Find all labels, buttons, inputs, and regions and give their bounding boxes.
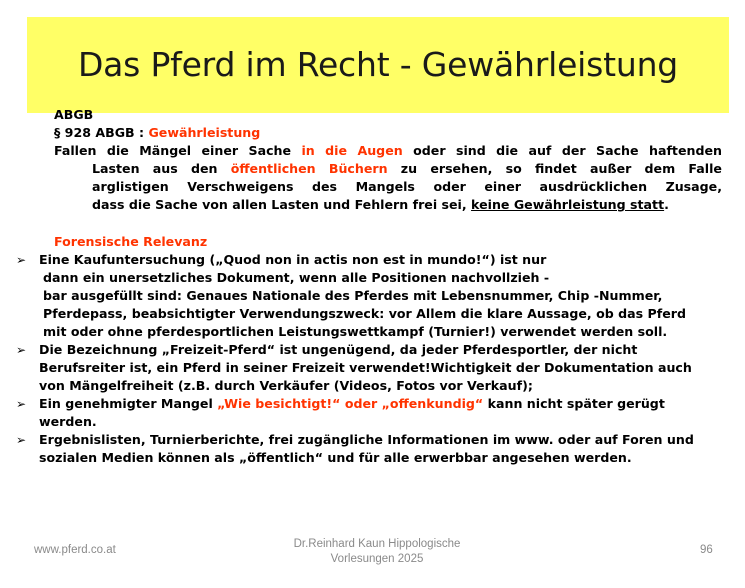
arrow-bullet-icon: ➢: [16, 253, 27, 267]
bullet-text: sozialen Medien können als „öffentlich“ und für alle erwerbbar angesehen werden.: [39, 450, 632, 465]
footer-author-line-2: Vorlesungen 2025: [330, 553, 424, 565]
list-item: [16, 395, 716, 431]
arrow-bullet-icon: ➢: [16, 397, 27, 411]
bullet-text-segment: Ein genehmigter Mangel: [39, 396, 218, 411]
abgb-text-line-4: [54, 196, 722, 214]
footer-author-line-1: Dr.Reinhard Kaun Hippologische: [293, 538, 461, 550]
arrow-bullet-icon: ➢: [16, 343, 27, 357]
abgb-text-segment: zu ersehen, so findet außer dem Falle: [387, 161, 722, 176]
list-item: [16, 431, 716, 467]
bullet-text: bar ausgefüllt sind: Genaues Nationale des Pferdes mit Lebensnummer, Chip -Nummer,: [43, 288, 663, 303]
bullet-text: Eine Kaufuntersuchung („Quod non in actis non est in mundo!“) ist nur: [39, 252, 547, 267]
title-banner: [27, 17, 729, 113]
bullet-text: Pferdepass, beabsichtigter Verwendungszweck: vor Allem die klare Aussage, ob das Pferd: [43, 306, 687, 321]
paragraph-title: Gewährleistung: [148, 125, 261, 140]
abgb-highlight-augen: in die Augen: [301, 143, 403, 158]
abgb-text-segment: Lasten aus den: [92, 161, 231, 176]
forensic-bullet-list: [16, 251, 716, 467]
page-number: 96: [700, 544, 713, 556]
slide-title: Das Pferd im Recht - Gewährleistung: [77, 45, 679, 84]
abgb-text-segment: oder sind die auf der Sache haftenden: [402, 143, 722, 158]
abgb-text-line-1: [54, 142, 722, 160]
footer-website: www.pferd.co.at: [34, 544, 116, 556]
footer-author: [260, 537, 494, 567]
abgb-text-line-3: arglistigen Verschweigens des Mangels oder einer ausdrücklichen Zusage,: [92, 179, 722, 194]
abgb-text-segment: dass die Sache von allen Lasten und Fehlern frei sei,: [92, 197, 472, 212]
abgb-text-segment: .: [664, 197, 669, 212]
bullet-text: dann ein unersetzliches Dokument, wenn alle Positionen nachvollzieh -: [43, 270, 550, 285]
bullet-text: mit oder ohne pferdesportlichen Leistungswettkampf (Turnier!) verwendet werden soll.: [43, 324, 668, 339]
abgb-highlight-buecher: öffentlichen Büchern: [230, 161, 388, 176]
forensic-heading: Forensische Relevanz: [54, 234, 208, 249]
list-item: [16, 341, 716, 395]
bullet-text-segment: kann nicht später gerügt: [483, 396, 665, 411]
bullet-text: von Mängelfreiheit (z.B. durch Verkäufer (Videos, Fotos vor Verkauf);: [39, 378, 533, 393]
arrow-bullet-icon: ➢: [16, 433, 27, 447]
bullet-highlight-quote: „Wie besichtigt!“ oder „offenkundig“: [217, 396, 484, 411]
bullet-text: werden.: [39, 414, 97, 429]
list-item: [16, 251, 716, 341]
bullet-text: [39, 395, 716, 413]
paragraph-heading: [54, 124, 722, 142]
bullet-text: Ergebnislisten, Turnierberichte, frei zugängliche Informationen im www. oder auf Foren und: [39, 432, 694, 447]
paragraph-prefix: § 928 ABGB :: [54, 125, 149, 140]
bullet-text: Berufsreiter ist, ein Pferd in seiner Freizeit verwendet!Wichtigkeit der Dokumentation auch: [39, 360, 692, 375]
bullet-text: Die Bezeichnung „Freizeit-Pferd“ ist ungenügend, da jeder Pferdesportler, der nicht: [39, 342, 638, 357]
abgb-text-line-2: [54, 160, 722, 178]
abgb-underlined-conclusion: keine Gewährleistung statt: [471, 197, 665, 212]
abgb-heading: ABGB: [54, 107, 94, 122]
abgb-text-segment: Fallen die Mängel einer Sache: [54, 143, 302, 158]
abgb-section: [54, 106, 722, 214]
